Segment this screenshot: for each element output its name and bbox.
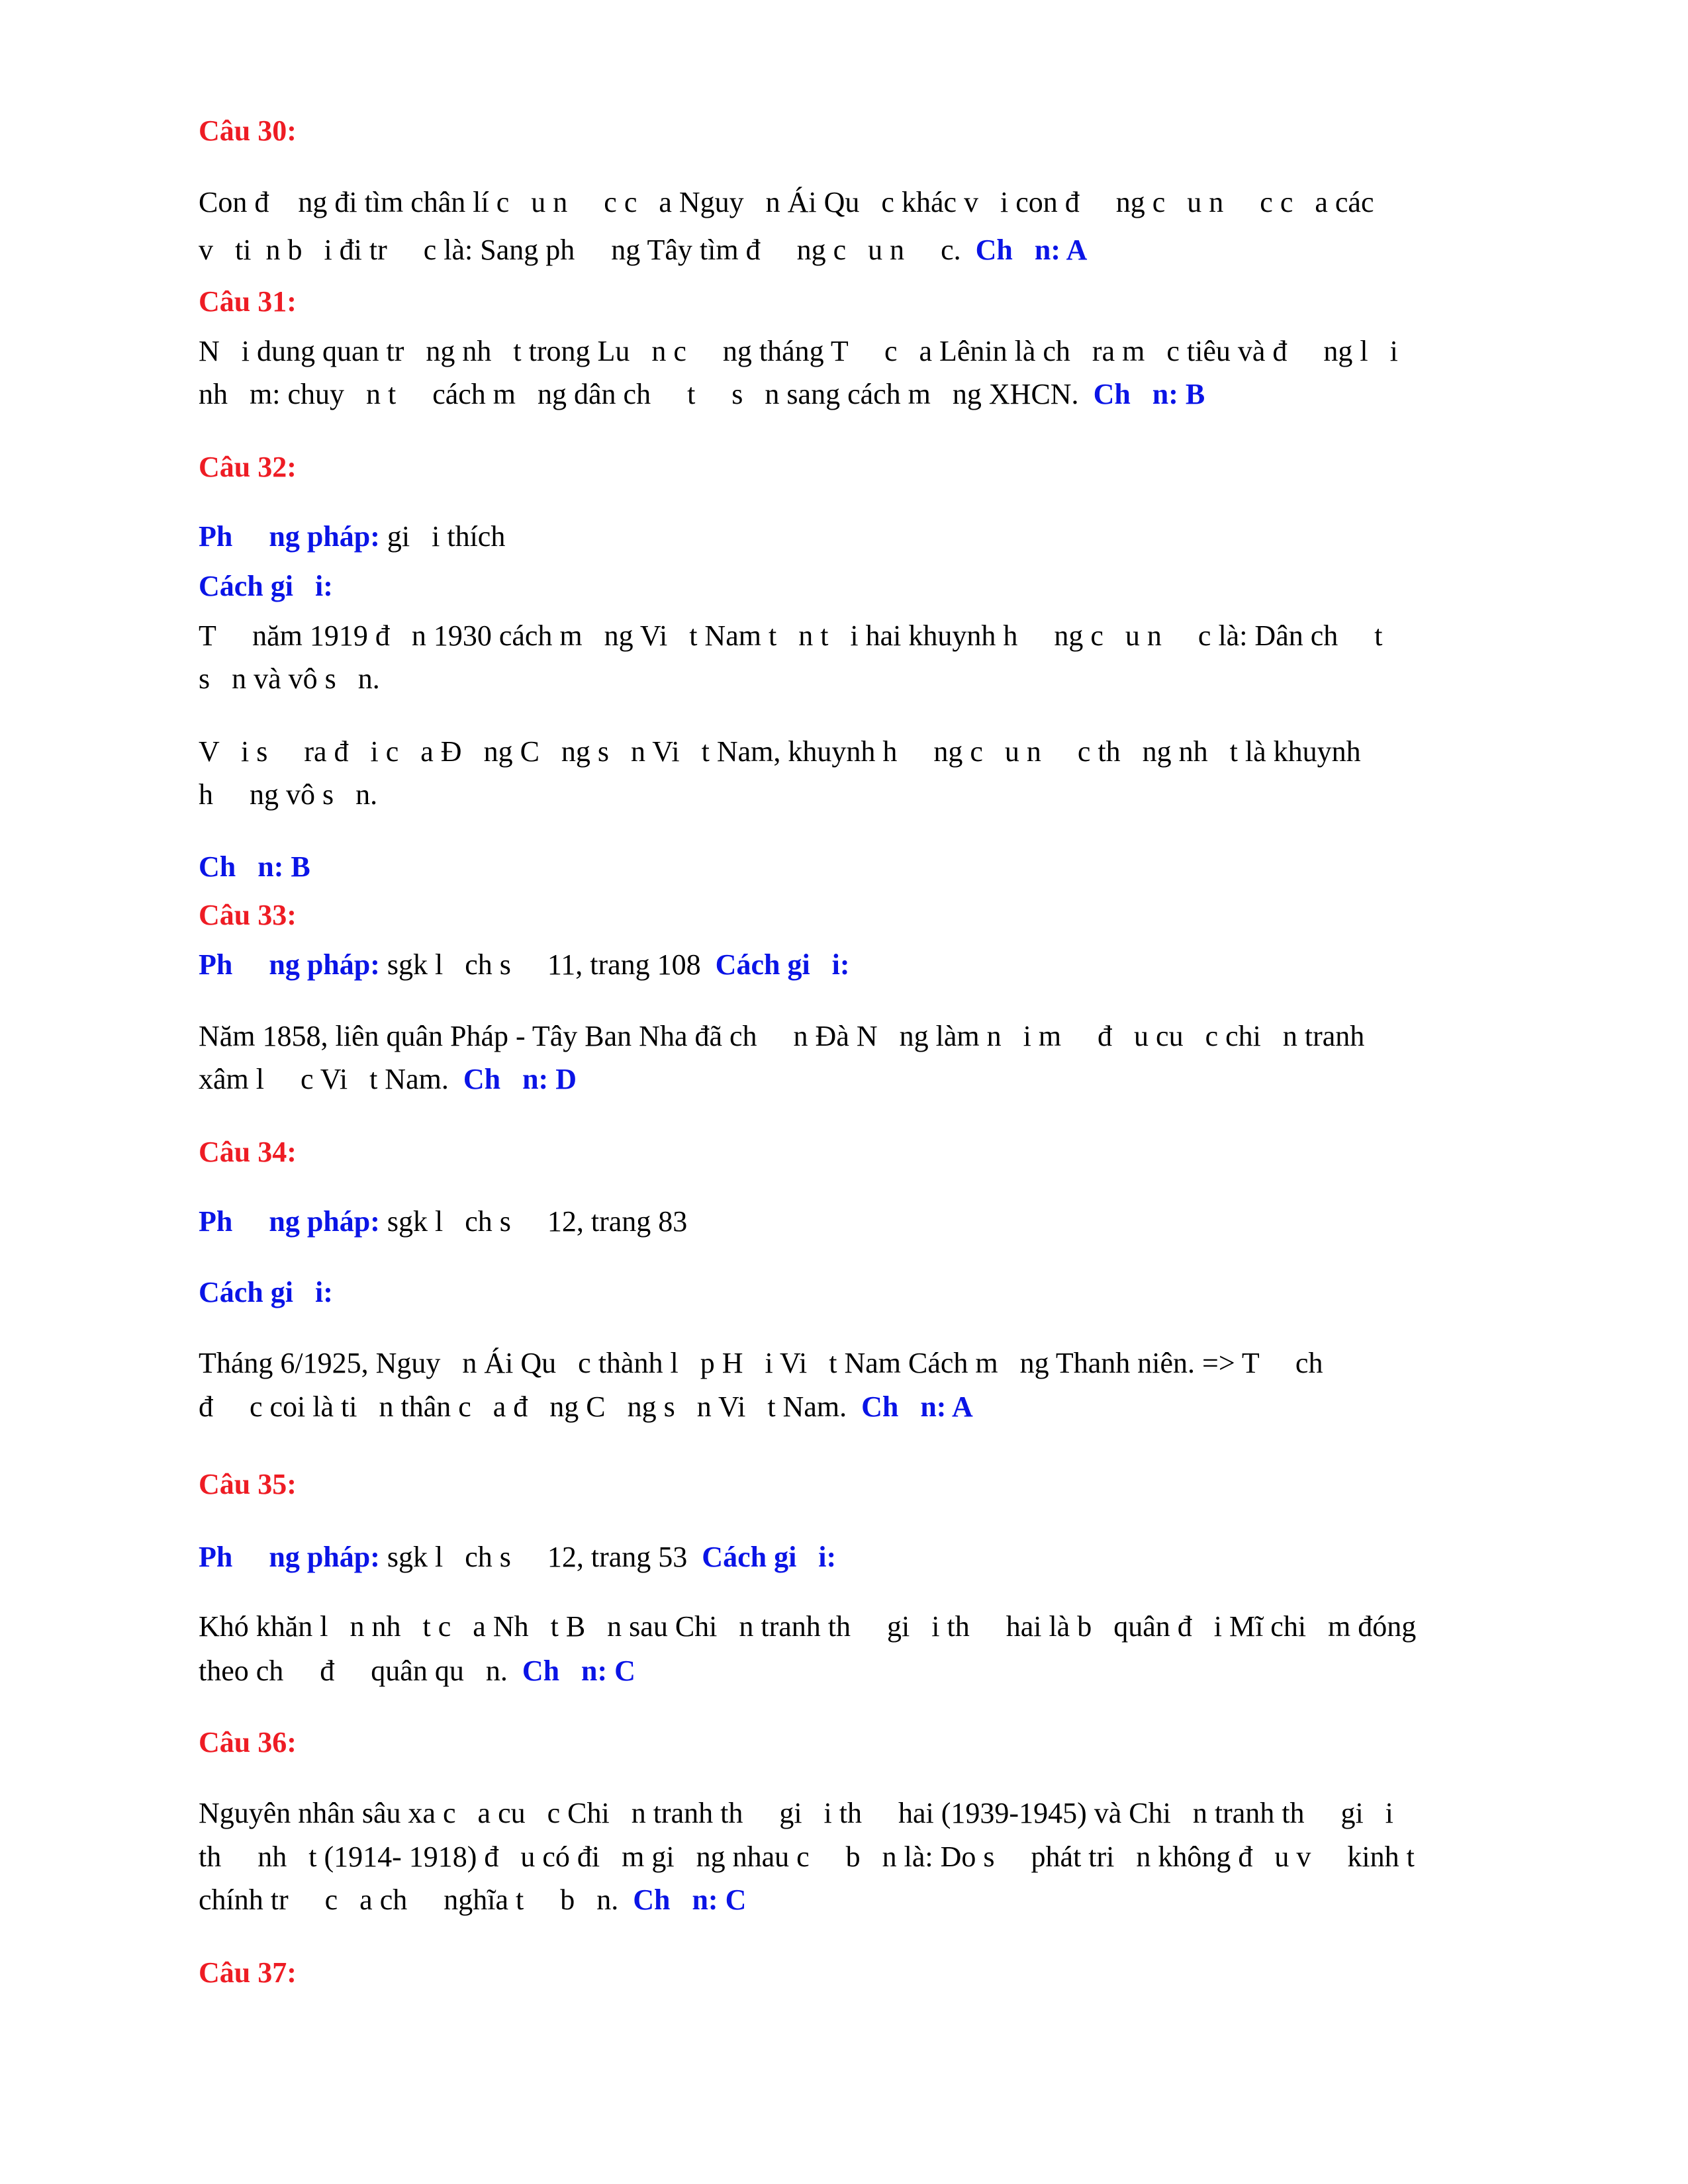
method-label: Ph ng pháp:	[199, 948, 380, 981]
question-30-title: Câu 30:	[199, 114, 297, 147]
question-30-line-2	[199, 232, 1087, 269]
question-36-line-2: th nh t (1914- 1918) đ u có đi m gi ng nhau c b n là: Do s phát tri n không đ u v kinh t	[199, 1841, 1415, 1873]
question-34-text: đ c coi là ti n thân c a đ ng C ng s n Vi t Nam.	[199, 1390, 847, 1423]
question-35-method	[199, 1539, 836, 1576]
question-32-method	[199, 518, 505, 555]
question-36-line-3	[199, 1882, 746, 1919]
question-33-line-1: Năm 1858, liên quân Pháp - Tây Ban Nha đã ch n Đà N ng làm n i m đ u cu c chi n tranh	[199, 1020, 1365, 1052]
solution-label: Cách gi i:	[715, 948, 850, 981]
question-31-line-1: N i dung quan tr ng nh t trong Lu n c ng tháng T c a Lênin là ch ra m c tiêu và đ ng l i	[199, 335, 1398, 367]
question-32-line-4: h ng vô s n.	[199, 778, 378, 811]
question-30-answer: Ch n: A	[975, 234, 1088, 266]
question-31-answer: Ch n: B	[1093, 378, 1205, 410]
question-34-method	[199, 1203, 687, 1240]
question-31-line-2	[199, 376, 1205, 413]
question-34-line-2	[199, 1388, 973, 1426]
question-34-solution-label: Cách gi i:	[199, 1276, 333, 1308]
question-32-answer: Ch n: B	[199, 850, 310, 883]
method-text: sgk l ch s 12, trang 83	[387, 1205, 688, 1238]
method-label: Ph ng pháp:	[199, 1541, 380, 1573]
solution-label: Cách gi i:	[702, 1541, 837, 1573]
question-36-line-1: Nguyên nhân sâu xa c a cu c Chi n tranh th gi i th hai (1939-1945) và Chi n tranh th gi i	[199, 1797, 1393, 1829]
question-33-line-2	[199, 1061, 577, 1098]
question-35-title: Câu 35:	[199, 1468, 297, 1500]
question-32-solution-label: Cách gi i:	[199, 570, 333, 602]
question-35-line-1: Khó khăn l n nh t c a Nh t B n sau Chi n tranh th gi i th hai là b quân đ i Mĩ chi m đóng	[199, 1610, 1417, 1643]
question-31-title: Câu 31:	[199, 285, 297, 318]
method-label: Ph ng pháp:	[199, 1205, 380, 1238]
method-text: sgk l ch s 11, trang 108	[387, 948, 701, 981]
question-32-line-2: s n và vô s n.	[199, 662, 380, 695]
question-33-title: Câu 33:	[199, 899, 297, 931]
question-34-line-1: Tháng 6/1925, Nguy n Ái Qu c thành l p H i Vi t Nam Cách m ng Thanh niên. => T ch	[199, 1347, 1323, 1379]
method-text: gi i thích	[387, 520, 506, 553]
question-33-text: xâm l c Vi t Nam.	[199, 1063, 449, 1095]
question-32-line-3: V i s ra đ i c a Đ ng C ng s n Vi t Nam, khuynh h ng c u n c th ng nh t là khuynh	[199, 735, 1361, 768]
question-35-answer: Ch n: C	[522, 1655, 635, 1687]
question-36-answer: Ch n: C	[633, 1884, 747, 1916]
question-31-text: nh m: chuy n t cách m ng dân ch t s n sang cách m ng XHCN.	[199, 378, 1079, 410]
question-36-text: chính tr c a ch nghĩa t b n.	[199, 1884, 619, 1916]
question-32-title: Câu 32:	[199, 451, 297, 483]
question-30-text: v ti n b i đi tr c là: Sang ph ng Tây tìm đ ng c u n c.	[199, 234, 961, 266]
question-33-method	[199, 946, 850, 983]
question-34-answer: Ch n: A	[861, 1390, 973, 1423]
question-36-title: Câu 36:	[199, 1726, 297, 1758]
question-35-text: theo ch đ quân qu n.	[199, 1655, 508, 1687]
question-32-line-1: T năm 1919 đ n 1930 cách m ng Vi t Nam t n t i hai khuynh h ng c u n c là: Dân ch t	[199, 619, 1383, 652]
question-30-line-1: Con đ ng đi tìm chân lí c u n c c a Nguy n Ái Qu c khác v i con đ ng c u n c c a các	[199, 186, 1374, 218]
method-text: sgk l ch s 12, trang 53	[387, 1541, 688, 1573]
question-33-answer: Ch n: D	[463, 1063, 577, 1095]
method-label: Ph ng pháp:	[199, 520, 380, 553]
question-34-title: Câu 34:	[199, 1136, 297, 1168]
question-35-line-2	[199, 1653, 635, 1690]
question-37-title: Câu 37:	[199, 1956, 297, 1989]
